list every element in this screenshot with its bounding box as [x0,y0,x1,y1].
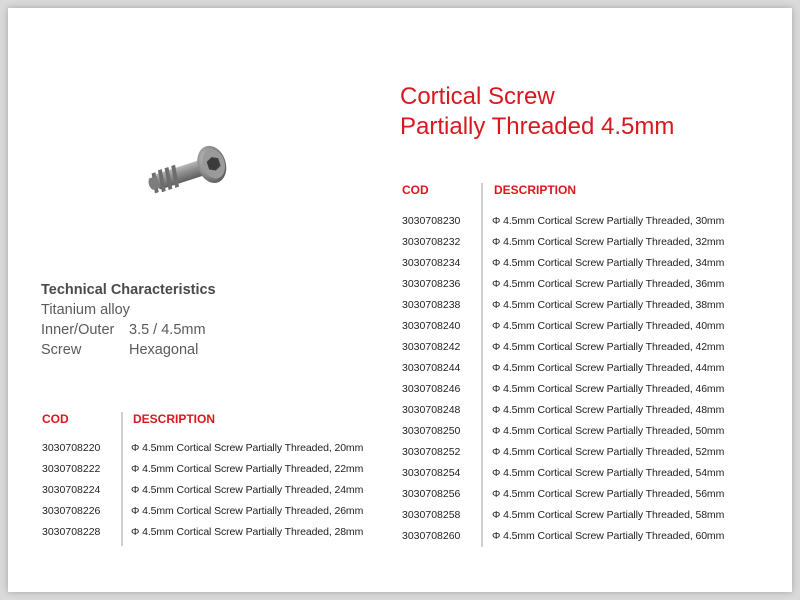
product-code: 3030708234 [402,257,461,269]
table-row [402,379,762,400]
product-code: 3030708226 [42,505,101,517]
catalog-page [8,8,792,592]
product-description: Φ 4.5mm Cortical Screw Partially Threaded, 22mm [131,463,364,475]
diameter-value: 3.5 / 4.5mm [129,322,206,338]
material-row [41,300,341,320]
screw-label: Screw [41,342,82,358]
product-code: 3030708236 [402,278,461,290]
product-code: 3030708248 [402,404,461,416]
technical-characteristics [41,280,341,360]
product-code: 3030708238 [402,299,461,311]
table-row [402,421,762,442]
table-row [42,459,382,480]
screw-value: Hexagonal [129,342,199,358]
table-row [402,253,762,274]
product-description: Φ 4.5mm Cortical Screw Partially Threaded, 56mm [492,488,725,500]
product-description: Φ 4.5mm Cortical Screw Partially Threaded, 20mm [131,442,364,454]
product-title [400,82,674,142]
product-description: Φ 4.5mm Cortical Screw Partially Threaded, 60mm [492,530,725,542]
product-description: Φ 4.5mm Cortical Screw Partially Threaded, 52mm [492,446,725,458]
product-code: 3030708242 [402,341,461,353]
table-row [402,442,762,463]
table-header [402,183,762,204]
product-code: 3030708224 [42,484,101,496]
product-code: 3030708260 [402,530,461,542]
technical-heading: Technical Characteristics [41,282,216,298]
product-code: 3030708254 [402,467,461,479]
product-description: Φ 4.5mm Cortical Screw Partially Threaded, 32mm [492,236,725,248]
product-code: 3030708228 [42,526,101,538]
title-line-1: Cortical Screw [400,83,555,110]
product-description: Φ 4.5mm Cortical Screw Partially Threaded, 34mm [492,257,725,269]
table-row [402,295,762,316]
product-code: 3030708246 [402,383,461,395]
code-table-left [42,412,382,543]
product-code: 3030708250 [402,425,461,437]
table-row [42,501,382,522]
table-row [402,358,762,379]
product-code: 3030708230 [402,215,461,227]
product-code: 3030708256 [402,488,461,500]
product-description: Φ 4.5mm Cortical Screw Partially Threaded, 30mm [492,215,725,227]
diameter-row [41,320,341,340]
table-row [402,400,762,421]
screw-image [138,136,238,202]
table-row [42,522,382,543]
table-row [42,438,382,459]
table-row [402,463,762,484]
table-row [402,211,762,232]
product-code: 3030708244 [402,362,461,374]
table-header [42,412,382,433]
table-rows [42,438,382,543]
screw-row [41,340,341,360]
table-row [402,505,762,526]
product-description: Φ 4.5mm Cortical Screw Partially Threaded, 54mm [492,467,725,479]
table-row [42,480,382,501]
product-description: Φ 4.5mm Cortical Screw Partially Threaded, 26mm [131,505,364,517]
table-row [402,526,762,547]
product-description: Φ 4.5mm Cortical Screw Partially Threaded, 58mm [492,509,725,521]
product-code: 3030708232 [402,236,461,248]
material-value: Titanium alloy [41,302,130,318]
product-description: Φ 4.5mm Cortical Screw Partially Threaded, 36mm [492,278,725,290]
title-line-2: Partially Threaded 4.5mm [400,113,675,140]
table-rows [402,211,762,547]
table-row [402,232,762,253]
product-code: 3030708252 [402,446,461,458]
product-code: 3030708258 [402,509,461,521]
table-row [402,484,762,505]
product-description: Φ 4.5mm Cortical Screw Partially Threaded, 38mm [492,299,725,311]
description-header: DESCRIPTION [133,412,216,426]
screw-illustration [138,136,238,202]
product-code: 3030708240 [402,320,461,332]
description-header: DESCRIPTION [494,183,577,197]
cod-header: COD [402,183,429,197]
product-description: Φ 4.5mm Cortical Screw Partially Threaded, 46mm [492,383,725,395]
table-row [402,337,762,358]
product-code: 3030708220 [42,442,101,454]
table-row [402,316,762,337]
table-row [402,274,762,295]
product-description: Φ 4.5mm Cortical Screw Partially Threaded, 40mm [492,320,725,332]
diameter-label: Inner/Outer [41,322,115,338]
product-description: Φ 4.5mm Cortical Screw Partially Threaded, 42mm [492,341,725,353]
product-code: 3030708222 [42,463,101,475]
product-description: Φ 4.5mm Cortical Screw Partially Threaded, 28mm [131,526,364,538]
code-table-right [402,183,762,547]
cod-header: COD [42,412,69,426]
product-description: Φ 4.5mm Cortical Screw Partially Threaded, 44mm [492,362,725,374]
product-description: Φ 4.5mm Cortical Screw Partially Threaded, 50mm [492,425,725,437]
product-description: Φ 4.5mm Cortical Screw Partially Threaded, 24mm [131,484,364,496]
product-description: Φ 4.5mm Cortical Screw Partially Threaded, 48mm [492,404,725,416]
